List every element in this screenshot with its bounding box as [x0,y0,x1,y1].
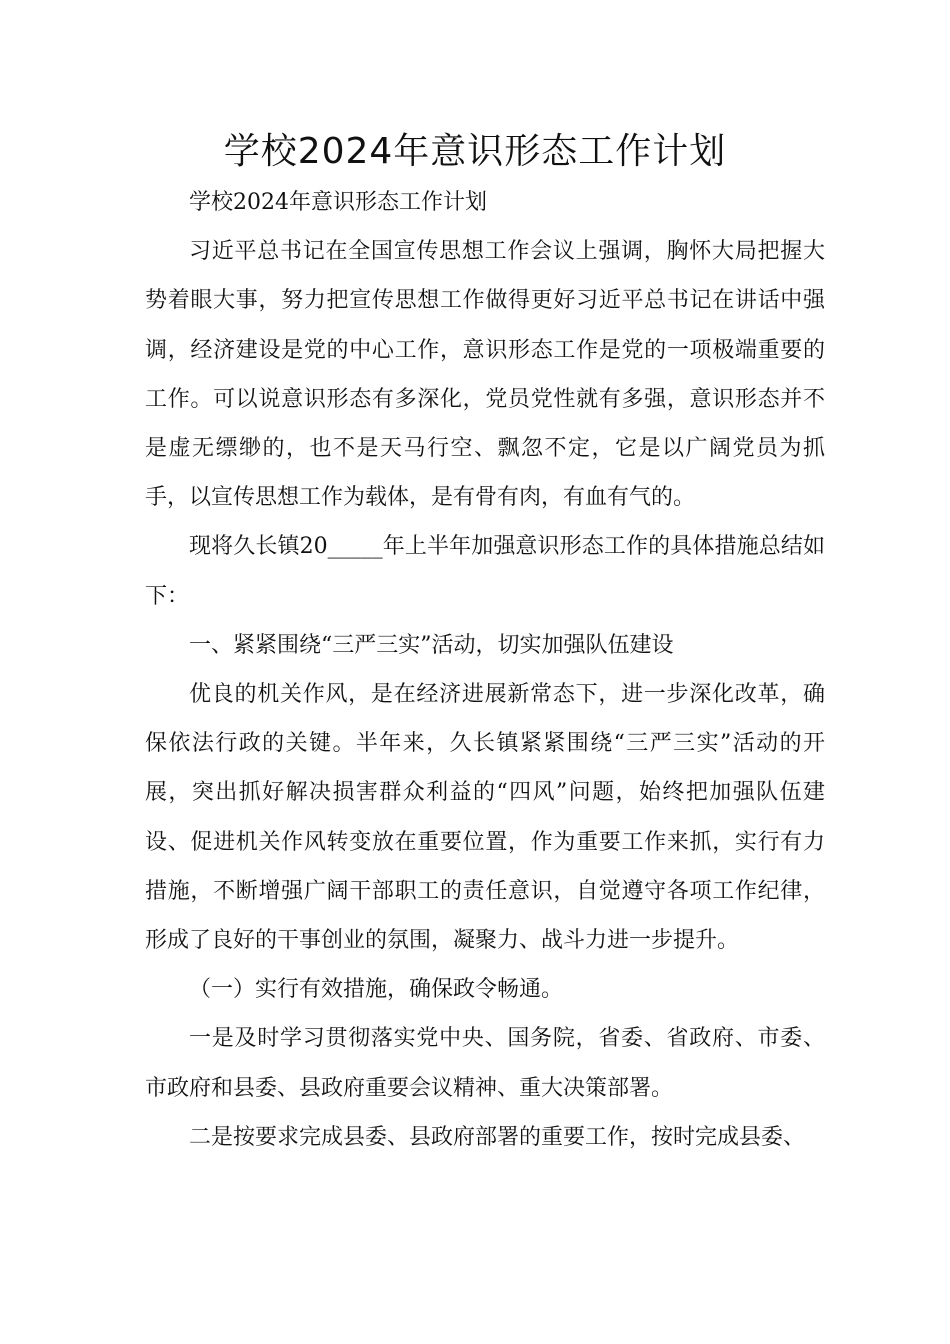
subsection-heading-1: （一）实行有效措施，确保政令畅通。 [189,977,564,1003]
paragraph-section-1: 优良的机关作风，是在经济进展新常态下，进一步深化改革，确保依法行政的关键。半年来，久长镇紧紧围绕“三严三实”活动的开展，突出抓好解决损害群众利益的“四风”问题，始终把加强队伍建设、促进机关作风转变放在重要位置，作为重要工作来抓，实行有力措施，不断增强广阔干部职工的责任意识，自觉遵守各项工作纪律，形成了良好的干事创业的氛围，凝聚力、战斗力进一步提升。 [145,682,825,954]
paragraph-intro: 习近平总书记在全国宣传思想工作会议上强调，胸怀大局把握大势着眼大事，努力把宣传思想工作做得更好习近平总书记在讲话中强调，经济建设是党的中心工作，意识形态工作是党的一项极端重要的工作。可以说意识形态有多深化，党员党性就有多强，意识形态并不是虚无缥缈的，也不是天马行空、飘忽不定，它是以广阔党员为抓手，以宣传思想工作为载体，是有骨有肉，有血有气的。 [145,239,825,511]
section-heading-1: 一、紧紧围绕“三严三实”活动，切实加强队伍建设 [189,632,674,658]
paragraph-item-1: 一是及时学习贯彻落实党中央、国务院，省委、省政府、市委、市政府和县委、县政府重要会议精神、重大决策部署。 [145,1026,825,1101]
paragraph-item-2: 二是按要求完成县委、县政府部署的重要工作，按时完成县委、 [189,1124,806,1150]
document-title: 学校2024年意识形态工作计划 [223,131,727,172]
paragraph-summary-lead: 现将久长镇20_____年上半年加强意识形态工作的具体措施总结如下： [145,534,825,609]
document-body [145,178,825,1162]
paragraph-subtitle: 学校2024年意识形态工作计划 [189,190,487,215]
